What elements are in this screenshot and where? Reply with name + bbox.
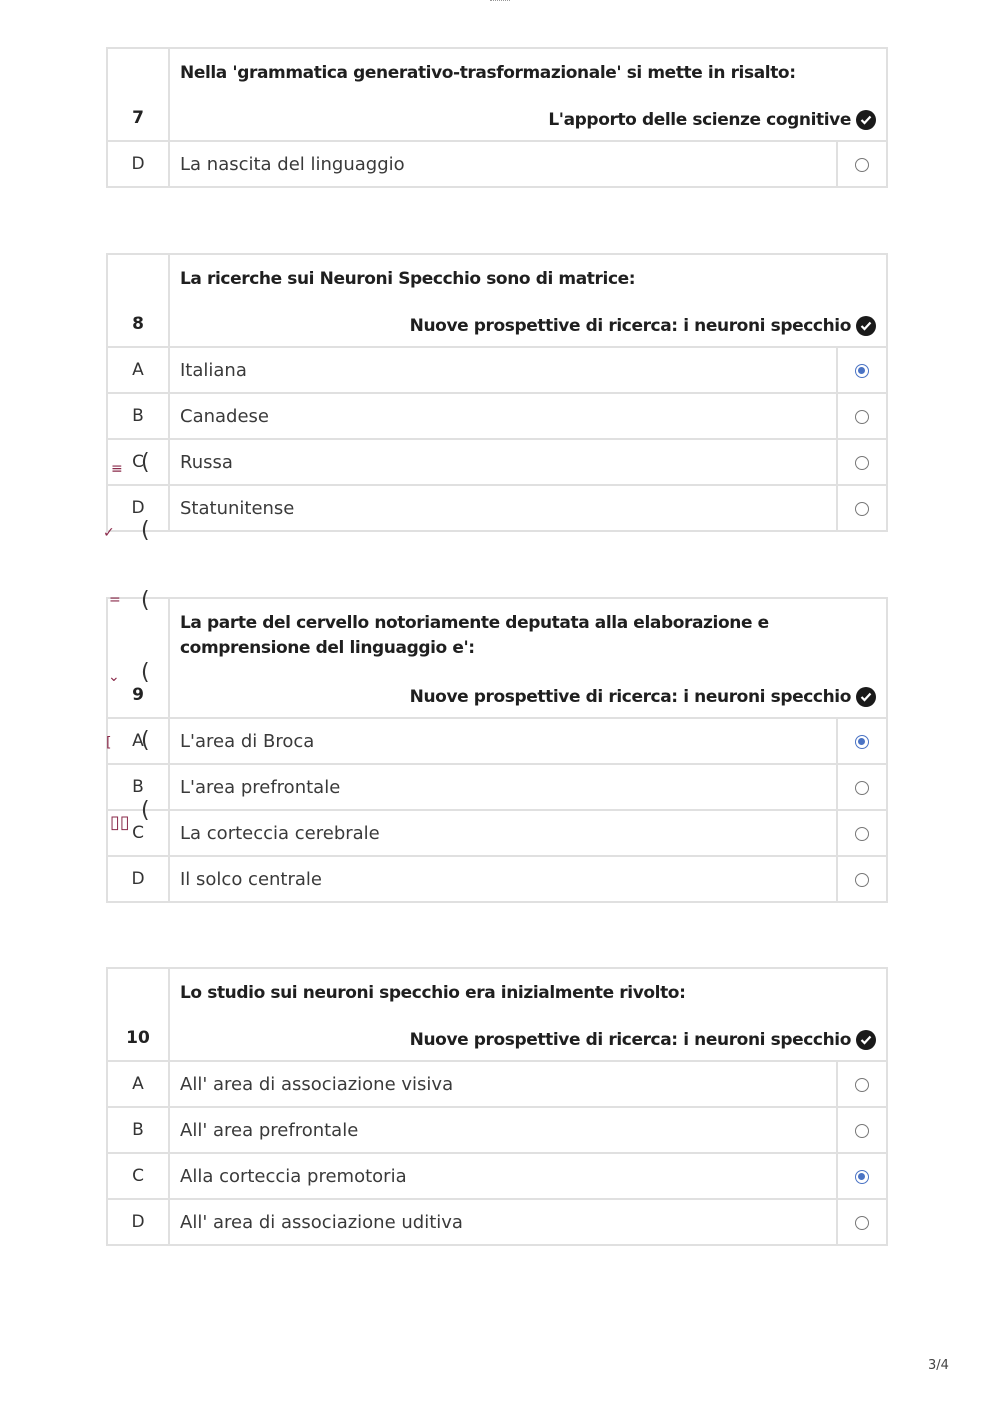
handwritten-mark: ( (141, 798, 150, 823)
handwritten-mark: ≡ (111, 461, 123, 477)
option-text: La nascita del linguaggio (169, 141, 837, 187)
topic-label: L'apporto delle scienze cognitive (548, 110, 851, 130)
question-card-10 (106, 967, 888, 1246)
question-card-8 (106, 253, 888, 532)
option-letter: C (107, 1153, 169, 1199)
option-letter: A (107, 347, 169, 393)
handwritten-mark: ⌄ (108, 669, 120, 685)
radio-icon[interactable] (855, 781, 869, 795)
question-header (169, 968, 887, 1061)
question-card-9 (106, 597, 888, 903)
question-header (169, 598, 887, 718)
answer-option[interactable] (107, 1061, 887, 1107)
radio-icon[interactable] (855, 1078, 869, 1092)
option-letter: A (107, 1061, 169, 1107)
radio-icon[interactable] (855, 873, 869, 887)
radio-icon[interactable] (855, 502, 869, 516)
option-text: All' area di associazione uditiva (169, 1199, 837, 1245)
option-letter: D (107, 1199, 169, 1245)
handwritten-mark: ( (141, 728, 150, 753)
radio-icon[interactable] (855, 827, 869, 841)
option-text: Statunitense (169, 485, 837, 531)
question-number: 10 (107, 968, 169, 1061)
question-topic (180, 316, 876, 336)
question-text: Lo studio sui neuroni specchio era inizialmente rivolto: (180, 983, 686, 1003)
option-text: La corteccia cerebrale (169, 810, 837, 856)
option-text: Russa (169, 439, 837, 485)
question-header (169, 48, 887, 141)
option-text: All' area di associazione visiva (169, 1061, 837, 1107)
answer-option[interactable] (107, 485, 887, 531)
radio-icon[interactable] (855, 158, 869, 172)
option-letter: B (107, 393, 169, 439)
option-text: Alla corteccia premotoria (169, 1153, 837, 1199)
check-circle-icon (856, 1030, 876, 1050)
topic-label: Nuove prospettive di ricerca: i neuroni specchio (409, 316, 851, 336)
handwritten-mark: ( (141, 450, 150, 475)
answer-option[interactable] (107, 141, 887, 187)
option-letter: A (107, 718, 169, 764)
question-header (169, 254, 887, 347)
handwritten-mark: [ (106, 735, 112, 751)
option-text: Il solco centrale (169, 856, 837, 902)
answer-option[interactable] (107, 347, 887, 393)
handwritten-mark: ( (141, 588, 150, 613)
top-edge-mark (490, 0, 510, 3)
question-topic (180, 1030, 876, 1050)
answer-option[interactable] (107, 810, 887, 856)
radio-icon[interactable] (855, 1124, 869, 1138)
question-text: Nella 'grammatica generativo-trasformazionale' si mette in risalto: (180, 63, 796, 83)
handwritten-mark: ✓ (103, 525, 115, 541)
option-letter: D (107, 485, 169, 531)
question-number: 9 (107, 598, 169, 718)
answer-option[interactable] (107, 393, 887, 439)
handwritten-mark: ( (141, 518, 150, 543)
question-number: 8 (107, 254, 169, 347)
check-circle-icon (856, 687, 876, 707)
question-text: La ricerche sui Neuroni Specchio sono di matrice: (180, 269, 636, 289)
radio-selected-icon[interactable] (855, 1170, 869, 1184)
handwritten-mark: = (109, 592, 121, 608)
check-circle-icon (856, 316, 876, 336)
option-letter: D (107, 856, 169, 902)
question-topic (180, 110, 876, 130)
answer-option[interactable] (107, 439, 887, 485)
topic-label: Nuove prospettive di ricerca: i neuroni specchio (409, 687, 851, 707)
radio-icon[interactable] (855, 456, 869, 470)
option-text: Italiana (169, 347, 837, 393)
option-text: Canadese (169, 393, 837, 439)
option-letter: C (107, 439, 169, 485)
radio-selected-icon[interactable] (855, 735, 869, 749)
handwritten-mark: ▯▯ (110, 812, 130, 833)
radio-icon[interactable] (855, 410, 869, 424)
option-text: All' area prefrontale (169, 1107, 837, 1153)
option-text: L'area di Broca (169, 718, 837, 764)
answer-option[interactable] (107, 718, 887, 764)
question-number: 7 (107, 48, 169, 141)
answer-option[interactable] (107, 1153, 887, 1199)
option-letter: D (107, 141, 169, 187)
option-letter: C (107, 810, 169, 856)
option-text: L'area prefrontale (169, 764, 837, 810)
check-circle-icon (856, 110, 876, 130)
answer-option[interactable] (107, 1199, 887, 1245)
question-topic (180, 687, 876, 707)
handwritten-mark: ( (141, 660, 150, 685)
page-number: 3/4 (928, 1358, 949, 1373)
radio-icon[interactable] (855, 1216, 869, 1230)
question-text: La parte del cervello notoriamente deputata alla elaborazione e comprensione del linguaggio e': (180, 613, 769, 658)
option-letter: B (107, 764, 169, 810)
topic-label: Nuove prospettive di ricerca: i neuroni specchio (409, 1030, 851, 1050)
answer-option[interactable] (107, 1107, 887, 1153)
option-letter: B (107, 1107, 169, 1153)
answer-option[interactable] (107, 764, 887, 810)
answer-option[interactable] (107, 856, 887, 902)
radio-selected-icon[interactable] (855, 364, 869, 378)
question-card-7 (106, 47, 888, 188)
